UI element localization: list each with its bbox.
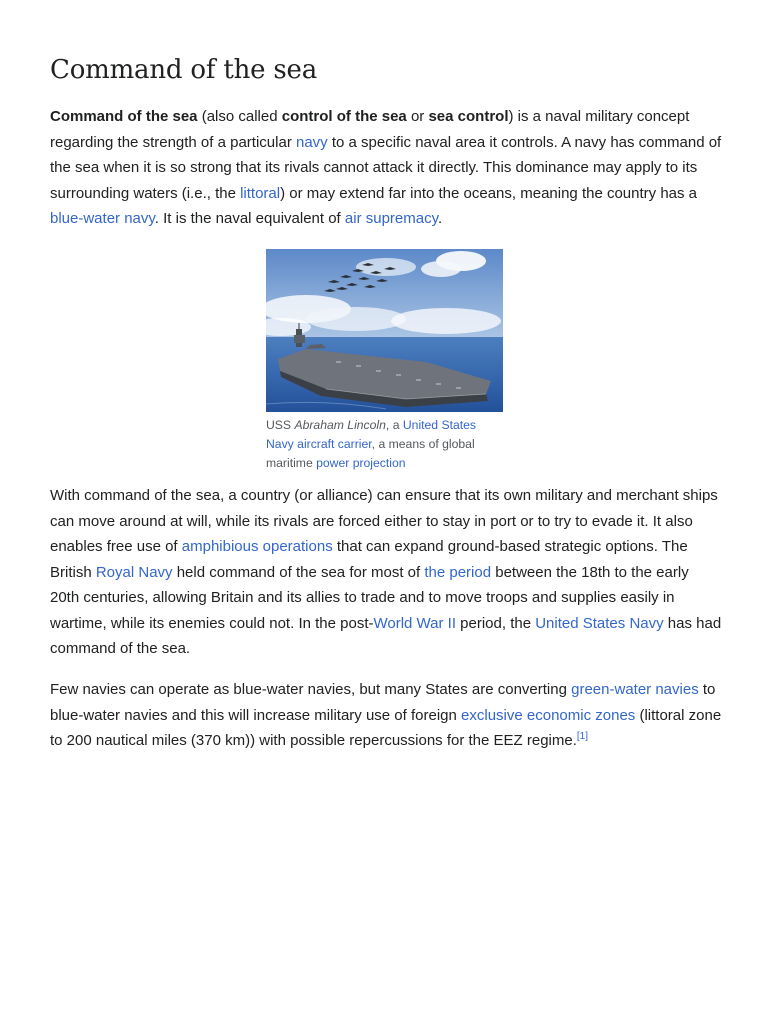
link-united-states-navy[interactable]: United States Navy [266,418,477,451]
link-air-supremacy[interactable]: air supremacy [344,210,438,227]
link-green-water-navies[interactable]: green-water navies [571,681,699,698]
link-world-war-ii[interactable]: World War II [373,614,456,632]
intro-paragraph: Command of the sea (also called control of the sea or sea control) is a naval military concept regarding the strength of a particular navy to a specific naval area it controls. A navy has command of the sea when it is so strong that its rivals cannot attack it directly. This dominance may apply to its surrounding waters (i.e., the littoral) or may extend far into the oceans, meaning the country has a blue-water navy. It is the naval equivalent of air supremacy. [50,108,722,227]
link-power-projection[interactable]: power projection [316,456,406,470]
link-navy[interactable]: navy [295,133,328,151]
link-the-period[interactable]: the period [424,563,492,581]
link-exclusive-economic-zones[interactable]: exclusive economic zones [461,706,636,724]
figure [266,249,504,473]
link-aircraft-carrier[interactable]: aircraft carrier [297,437,372,451]
ship-name: Abraham Lincoln [294,418,386,432]
aircraft-carrier-image[interactable] [266,249,503,412]
link-amphibious-operations[interactable]: amphibious operations [181,538,333,555]
bold-term: sea control [428,108,509,125]
link-blue-water-navy[interactable]: blue-water navy [50,210,155,227]
link-littoral[interactable]: littoral [240,184,281,202]
bold-term: Command of the sea [50,108,198,125]
bold-term: control of the sea [281,108,407,125]
link-united-states-navy[interactable]: United States Navy [535,614,664,632]
body-paragraph: Few navies can operate as blue-water navies, but many States are converting green-water navies to blue-water navies and this will increase military use of foreign exclusive economic zones (littoral zone to 200 nautical miles (370 km)) with possible repercussions for the EEZ regime.[1] [50,681,722,749]
reference-link[interactable]: [1] [576,731,589,742]
figure-caption: USS Abraham Lincoln, a United States Navy aircraft carrier, a means of global maritime power projection [266,418,477,470]
page-title: Command of the sea [50,55,318,85]
link-royal-navy[interactable]: Royal Navy [95,563,173,581]
body-paragraph: With command of the sea, a country (or alliance) can ensure that its own military and merchant ships can move around at will, while its rivals are forced either to stay in port or to try to evade it. It also enables free use of amphibious operations that can expand ground-based strategic options. The British Royal Navy held command of the sea for most of the period between the 18th to the early 20th centuries, allowing Britain and its allies to trade and to move troops and supplies easily in wartime, while its enemies could not. In the post-World War II period, the United States Navy has had command of the sea. [50,487,722,657]
